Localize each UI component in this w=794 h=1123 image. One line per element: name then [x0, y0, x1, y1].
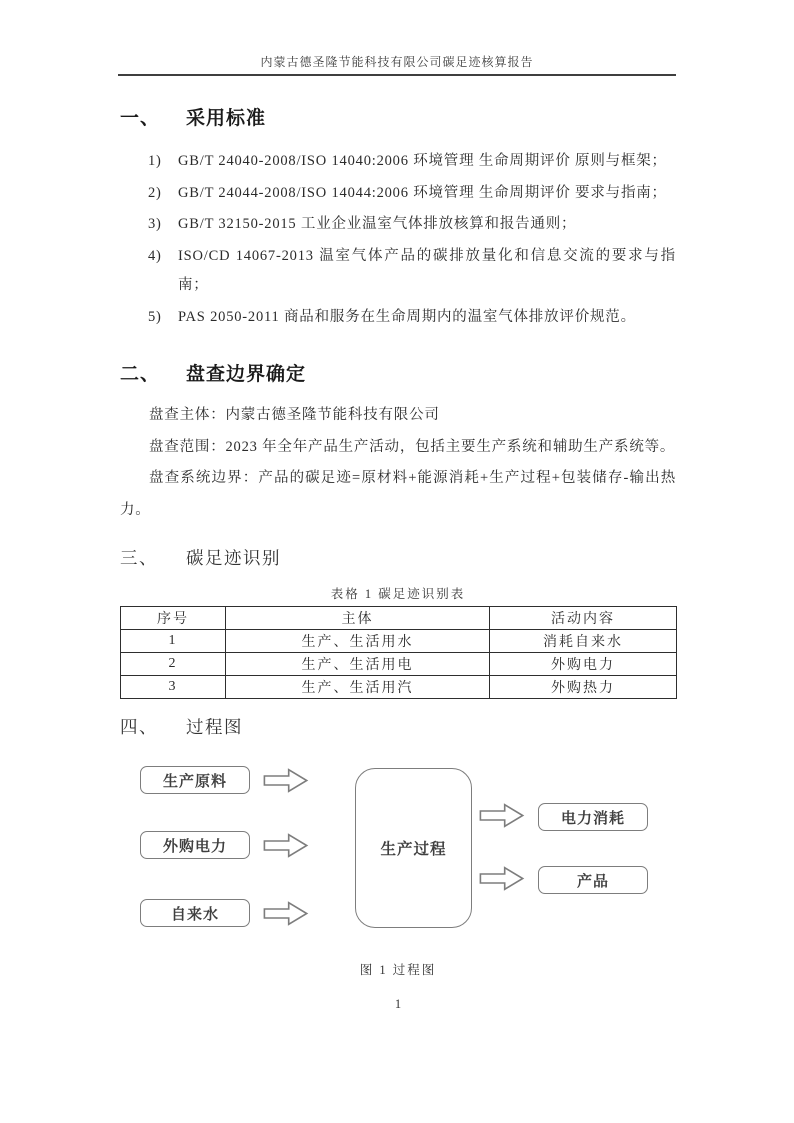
table-row — [121, 630, 677, 653]
header-divider — [118, 74, 676, 76]
list-item-text: GB/T 24040-2008/ISO 14040:2006 环境管理 生命周期评价 原则与框架； — [178, 153, 667, 169]
section-heading-process-diagram — [120, 712, 676, 742]
section-heading-identification — [120, 543, 676, 573]
diagram-label: 生产原料 — [162, 772, 227, 790]
standards-list — [120, 147, 676, 332]
paragraph-system-boundary: 盘查系统边界：产品的碳足迹=原材料+能源消耗+生产过程+包装储存-输出热力。 — [120, 470, 676, 518]
section-number: 四、 — [120, 717, 158, 737]
section-number: 一、 — [120, 108, 161, 129]
column-header-subject: 主体 — [226, 607, 490, 630]
column-header-index: 序号 — [121, 607, 226, 630]
list-item-marker: 1) — [148, 153, 162, 169]
page-number: 1 — [394, 997, 402, 1011]
list-item — [120, 210, 676, 240]
page-content — [0, 104, 794, 1012]
section-title: 过程图 — [186, 717, 243, 737]
list-item — [120, 147, 676, 177]
diagram-box-production-materials — [140, 766, 250, 794]
list-item-text: PAS 2050-2011 商品和服务在生命周期内的温室气体排放评价规范。 — [178, 308, 636, 325]
section-title: 碳足迹识别 — [186, 548, 281, 568]
list-item-text: GB/T 32150-2015 工业企业温室气体排放核算和报告通则； — [178, 216, 577, 232]
running-header-text: 内蒙古德圣隆节能科技有限公司碳足迹核算报告 — [260, 55, 534, 69]
diagram-box-purchased-electricity — [140, 831, 250, 859]
figure-caption: 图 1 过程图 — [359, 963, 437, 977]
list-item-text: ISO/CD 14067-2013 温室气体产品的碳排放量化和信息交流的要求与指南； — [178, 247, 676, 293]
list-item-marker: 4) — [148, 247, 162, 264]
list-item — [120, 303, 676, 333]
right-arrow-icon — [262, 900, 310, 927]
diagram-box-product — [538, 866, 648, 894]
section-number: 三、 — [120, 548, 158, 568]
section-heading-boundary — [120, 360, 676, 390]
column-header-activity: 活动内容 — [490, 607, 677, 630]
cell-activity: 外购电力 — [490, 653, 677, 676]
diagram-label: 生产过程 — [380, 841, 447, 858]
cell-subject: 生产、生活用水 — [226, 630, 490, 653]
table-row — [121, 676, 677, 699]
table-header-row — [121, 607, 677, 630]
diagram-box-electricity-consumption — [538, 803, 648, 831]
table-row — [121, 653, 677, 676]
diagram-label: 电力消耗 — [560, 809, 625, 827]
diagram-box-tap-water — [140, 899, 250, 927]
section-title: 采用标准 — [186, 108, 267, 129]
cell-activity: 消耗自来水 — [490, 630, 677, 653]
diagram-label: 自来水 — [170, 905, 219, 923]
diagram-box-production-process — [355, 768, 472, 928]
right-arrow-icon — [478, 865, 526, 892]
process-flow-diagram — [120, 753, 676, 951]
cell-subject: 生产、生活用汽 — [226, 676, 490, 699]
cell-index: 1 — [121, 630, 226, 653]
section-number: 二、 — [120, 364, 161, 385]
cell-activity: 外购热力 — [490, 676, 677, 699]
right-arrow-icon — [262, 767, 310, 794]
table-caption: 表格 1 碳足迹识别表 — [330, 587, 466, 601]
cell-index: 3 — [121, 676, 226, 699]
cell-index: 2 — [121, 653, 226, 676]
right-arrow-icon — [478, 802, 526, 829]
diagram-label: 产品 — [576, 872, 609, 890]
list-item-marker: 2) — [148, 184, 162, 201]
cell-subject: 生产、生活用电 — [226, 653, 490, 676]
footprint-identification-table — [120, 606, 677, 699]
list-item — [120, 179, 676, 209]
list-item-marker: 3) — [148, 216, 162, 232]
paragraph-scope: 盘查范围：2023 年全年产品生产活动，包括主要生产系统和辅助生产系统等。 — [149, 438, 676, 455]
list-item — [120, 242, 676, 301]
section-heading-standards — [120, 104, 676, 134]
section-title: 盘查边界确定 — [186, 364, 307, 385]
list-item-marker: 5) — [148, 308, 162, 325]
paragraph-subject: 盘查主体：内蒙古德圣隆节能科技有限公司 — [149, 407, 440, 423]
right-arrow-icon — [262, 832, 310, 859]
list-item-text: GB/T 24044-2008/ISO 14044:2006 环境管理 生命周期评价 要求与指南； — [178, 184, 667, 201]
diagram-label: 外购电力 — [162, 837, 227, 855]
running-header — [0, 0, 794, 72]
